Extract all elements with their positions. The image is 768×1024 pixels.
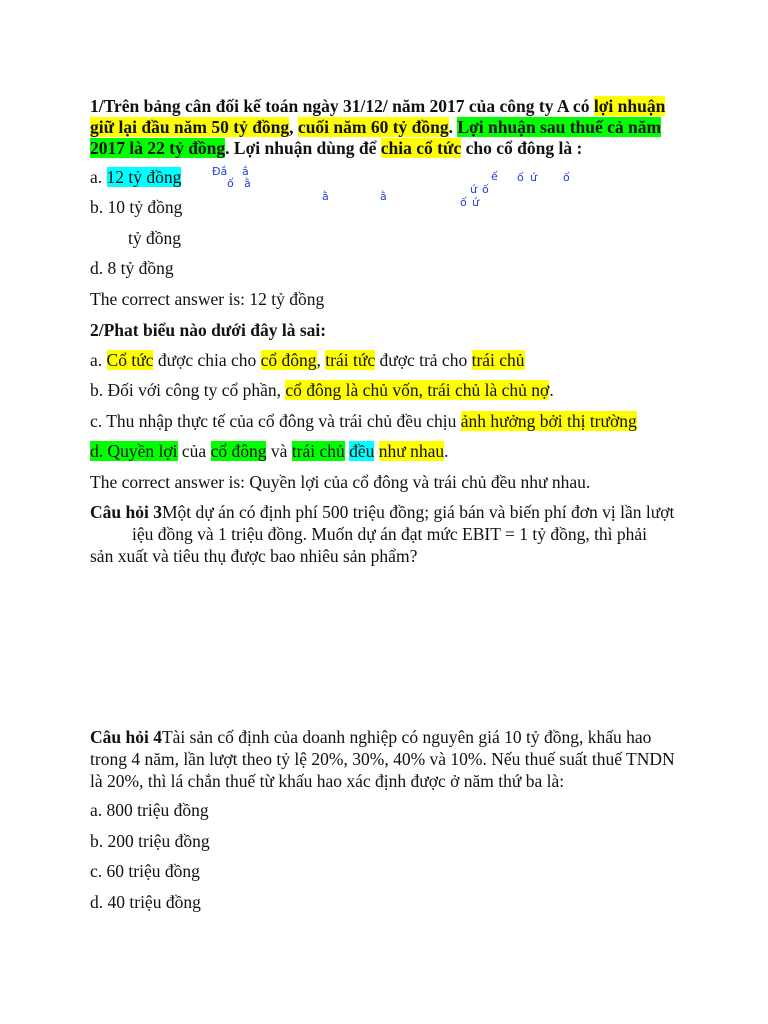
q1-text: 1/Trên bảng cân đối kế toán ngày 31/12/ năm 2017 của công ty A có — [90, 96, 594, 116]
q1-line-2 — [90, 116, 661, 138]
q1-highlight: chia cổ tức — [380, 138, 462, 158]
q1-text: . — [448, 117, 458, 137]
q3-line-3: sản xuất và tiêu thụ được bao nhiêu sản phẩm? — [90, 546, 418, 566]
q2-option-a — [90, 349, 525, 371]
stray-glyph: ứ — [472, 196, 479, 209]
stray-glyph: ắ — [242, 165, 249, 178]
q2-text: của — [177, 441, 211, 461]
stray-glyph: ố — [517, 171, 524, 184]
q1-line-3 — [90, 137, 582, 159]
q4-option-a: a. 800 triệu đồng — [90, 800, 209, 820]
q3-text: Một dự án có định phí 500 triệu đồng; giá bán và biến phí đơn vị lần lượt — [161, 502, 675, 522]
q2-highlight: d. Quyền lợi — [90, 441, 178, 461]
q1-correct-answer: The correct answer is: 12 tỷ đồng — [90, 289, 325, 309]
q1-line-1 — [90, 95, 665, 117]
q2-text: a. — [90, 350, 107, 370]
q1-text: , — [289, 117, 298, 137]
option-prefix: a. — [90, 167, 107, 187]
q4-line-2: trong 4 năm, lần lượt theo tỷ lệ 20%, 30%, 40% và 10%. Nếu thuế suất thuế TNDN — [90, 749, 675, 769]
q4-option-c: c. 60 triệu đồng — [90, 861, 200, 881]
q1-option-a — [90, 166, 181, 188]
q2-text: , — [316, 350, 326, 370]
q1-highlight: giữ lại đầu năm 50 tỷ đồng — [90, 117, 290, 137]
q2-highlight: ảnh hưởng bởi thị trường — [460, 411, 637, 431]
stray-glyph: ứ — [530, 171, 537, 184]
q1-highlight: Lợi nhuận sau thuế cả năm — [457, 117, 662, 137]
q1-text: cho cổ đông là : — [461, 138, 583, 158]
q2-highlight: Cổ tức — [106, 350, 154, 370]
q1-option-c: tỷ đồng — [128, 228, 181, 248]
q2-text: và — [266, 441, 292, 461]
q2-highlight: đều — [349, 441, 375, 461]
q2-option-b — [90, 379, 554, 401]
q2-highlight: trái chủ — [471, 350, 525, 370]
q2-text: . — [549, 380, 554, 400]
stray-glyph: ứ — [470, 183, 477, 196]
q1-highlight: 2017 là 22 tỷ đồng — [90, 138, 226, 158]
q3-label: Câu hỏi 3 — [90, 502, 162, 522]
q3-line-1 — [90, 501, 674, 523]
q4-line-1 — [90, 726, 651, 748]
q2-highlight: trái chủ — [291, 441, 345, 461]
q4-label: Câu hỏi 4 — [90, 727, 162, 747]
stray-glyph: ố — [227, 177, 234, 190]
stray-glyph: ố — [482, 183, 489, 196]
q2-highlight: trái tức — [325, 350, 376, 370]
q2-option-c — [90, 410, 637, 432]
q2-title: 2/Phat biểu nào dưới đây là sai: — [90, 320, 327, 340]
q2-correct-answer: The correct answer is: Quyền lợi của cổ đông và trái chủ đều như nhau. — [90, 472, 591, 492]
q2-option-d — [90, 440, 449, 462]
stray-glyph: ố — [563, 171, 570, 184]
stray-glyph: ế — [491, 170, 498, 183]
q2-highlight: như nhau — [378, 441, 445, 461]
q2-text: b. Đối với công ty cổ phần, — [90, 380, 286, 400]
q1-highlight: lợi nhuận — [593, 96, 666, 116]
q2-highlight: cổ đông — [210, 441, 267, 461]
q4-text: Tài sản cố định của doanh nghiệp có nguyên giá 10 tỷ đồng, khấu hao — [161, 727, 652, 747]
q1-option-b: b. 10 tỷ đồng — [90, 197, 183, 217]
stray-glyph: ằ — [322, 190, 329, 203]
option-highlight: 12 tỷ đồng — [106, 167, 182, 187]
stray-glyph: ằ — [244, 177, 251, 190]
stray-glyph: Đắ — [212, 165, 228, 178]
q1-option-d: d. 8 tỷ đồng — [90, 258, 174, 278]
q2-text: . — [444, 441, 449, 461]
stray-glyph: ố — [460, 196, 467, 209]
q4-option-d: d. 40 triệu đồng — [90, 892, 201, 912]
q2-text: được trả cho — [375, 350, 472, 370]
q3-line-2: iệu đồng và 1 triệu đồng. Muốn dự án đạt mức EBIT = 1 tỷ đồng, thì phải — [132, 524, 648, 544]
q2-highlight: cổ đông — [260, 350, 317, 370]
q4-option-b: b. 200 triệu đồng — [90, 831, 210, 851]
q4-line-3: là 20%, thì lá chắn thuế từ khấu hao xác định được ở năm thứ ba là: — [90, 771, 565, 791]
q1-highlight: cuối năm 60 tỷ đồng — [297, 117, 449, 137]
q2-text: được chia cho — [153, 350, 261, 370]
stray-glyph: ằ — [380, 190, 387, 203]
q2-highlight: cổ đông là chủ vốn, trái chủ là chủ nợ — [285, 380, 550, 400]
q1-text: . Lợi nhuận dùng để — [225, 138, 381, 158]
q2-text: c. Thu nhập thực tế của cổ đông và trái chủ đều chịu — [90, 411, 461, 431]
